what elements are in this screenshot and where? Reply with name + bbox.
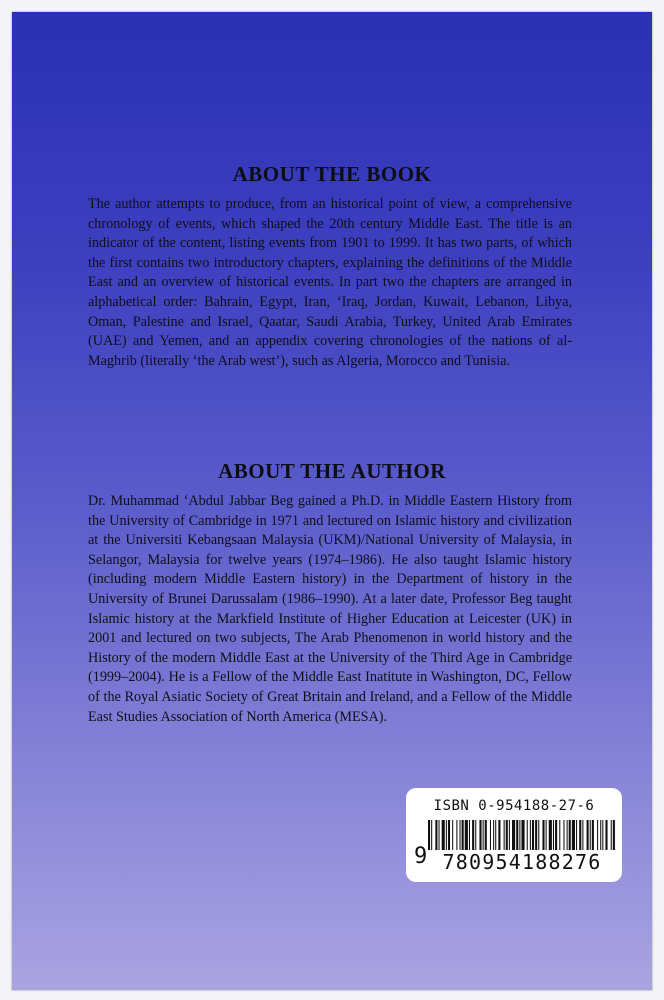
about-author-text: Dr. Muhammad ‘Abdul Jabbar Beg gained a Ph.D. in Middle Eastern History from the University of Cambridge in 1971 and lectured on Islamic history and civilization at the Universiti Kebangsaan Malaysia (UKM)/National University of Malaysia, in Selangor, Malaysia for twelve years (1974–1986). He also taught Islamic history (including modern Middle Eastern history) in the Department of history in the University of Brunei Darussalam (1986–1990). At a later date, Professor Beg taught Islamic history at the Markfield Institute of Higher Education at Leicester (UK) in 2001 and lectured on two subjects, The Arab Phenomenon in world history and the History of the modern Middle East at the University of the Third Age in Cambridge (1999–2004). He is a Fellow of the Middle East Inatitute in Washington, DC, Fellow of the Royal Asiatic Society of Great Britain and Ireland, and a Fellow of the Middle East Studies Association of North America (MESA). [88,493,572,725]
barcode-label [406,788,622,882]
isbn-text: ISBN 0-954188-27-6 [433,798,595,814]
about-book-text: The author attempts to produce, from an historical point of view, a comprehensive chronology of events, which shaped the 20th century Middle East. The title is an indicator of the content, listing events from 1901 to 1999. It has two parts, of which the first contains two introductory chapters, explaining the definitions of the Middle East and an overview of historical events. In part two the chapters are arranged in alphabetical order: Bahrain, Egypt, Iran, ‘Iraq, Jordan, Kuwait, Lebanon, Libya, Oman, Palestine and Israel, Qaatar, Saudi Arabia, Turkey, United Arab Emirates (UAE) and Yemen, and an appendix covering chronologies of the nations of al-Maghrib (literally ‘the Arab west’), such as Algeria, Morocco and Tunisia. [88,196,572,369]
about-book-heading: ABOUT THE BOOK [232,162,432,186]
ean-digits: 780954188276 [428,850,616,874]
ean-first-digit: 9 [414,844,428,869]
back-cover [12,12,652,990]
about-author-heading: ABOUT THE AUTHOR [218,459,446,483]
